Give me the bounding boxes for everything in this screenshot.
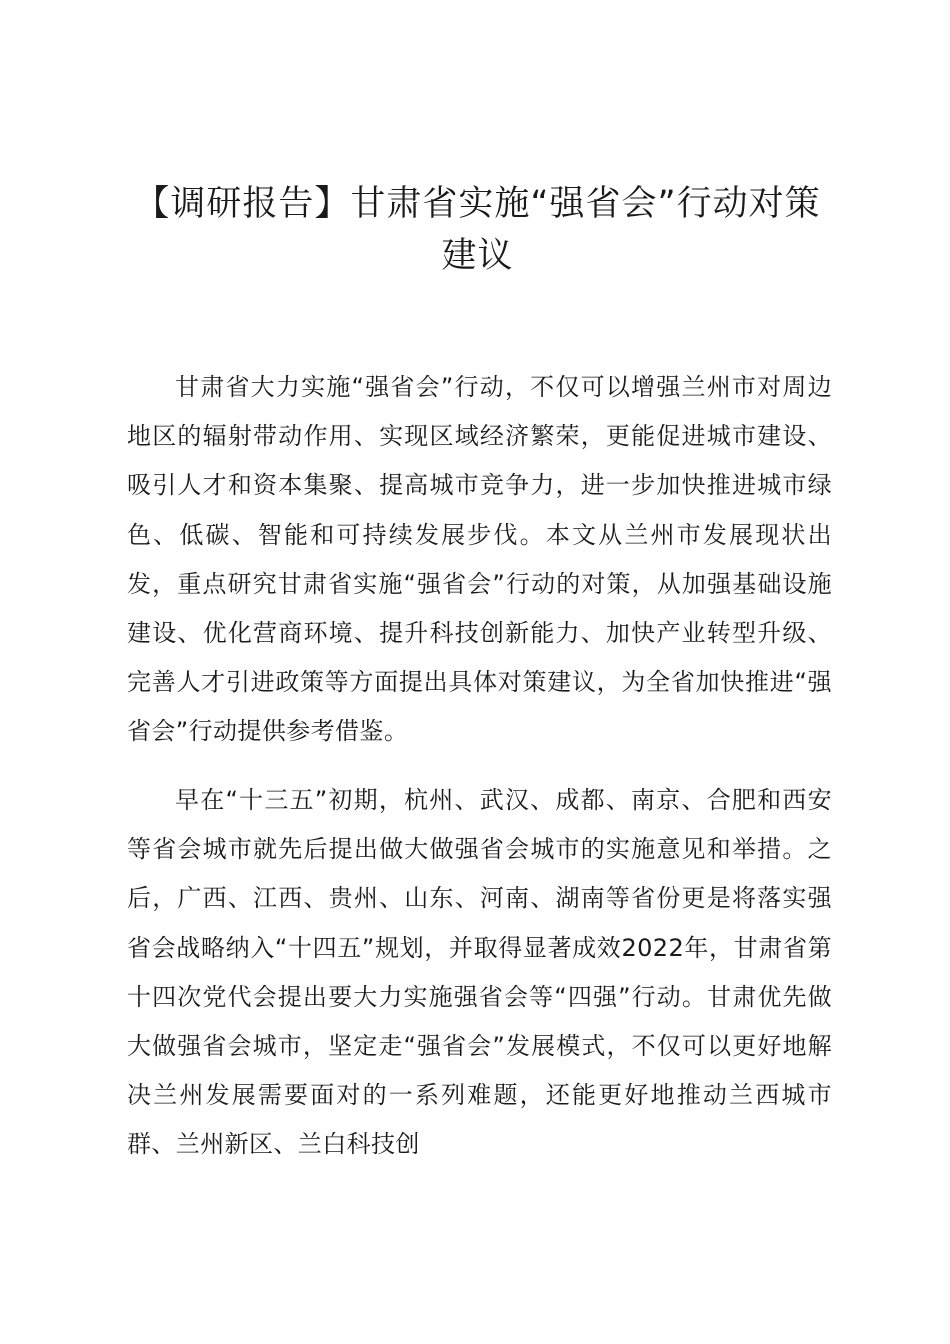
body-paragraph-1: 甘肃省大力实施“强省会”行动，不仅可以增强兰州市对周边地区的辐射带动作用、实现区域经济繁荣，更能促进城市建设、吸引人才和资本集聚、提高城市竞争力，进一步加快推进城市绿色、低碳、智能和可持续发展步伐。本文从兰州市发展现状出发，重点研究甘肃省实施“强省会”行动的对策，从加强基础设施建设、优化营商环境、提升科技创新能力、加快产业转型升级、完善人才引进政策等方面提出具体对策建议，为全省加快推进“强省会”行动提供参考借鉴。 xyxy=(127,373,832,746)
document-title: 【调研报告】甘肃省实施“强省会”行动对策建议 xyxy=(134,184,821,276)
body-paragraph-2: 早在“十三五”初期，杭州、武汉、成都、南京、合肥和西安等省会城市就先后提出做大做强省会城市的实施意见和举措。之后，广西、江西、贵州、山东、河南、湖南等省份更是将落实强省会战略纳入“十四五”规划，并取得显著成效2022年，甘肃省第十四次党代会提出要大力实施强省会等“四强”行动。甘肃优先做大做强省会城市，坚定走“强省会”发展模式，不仅可以更好地解决兰州发展需要面对的一系列难题，还能更好地推动兰西城市群、兰州新区、兰白科技创 xyxy=(127,786,832,1159)
